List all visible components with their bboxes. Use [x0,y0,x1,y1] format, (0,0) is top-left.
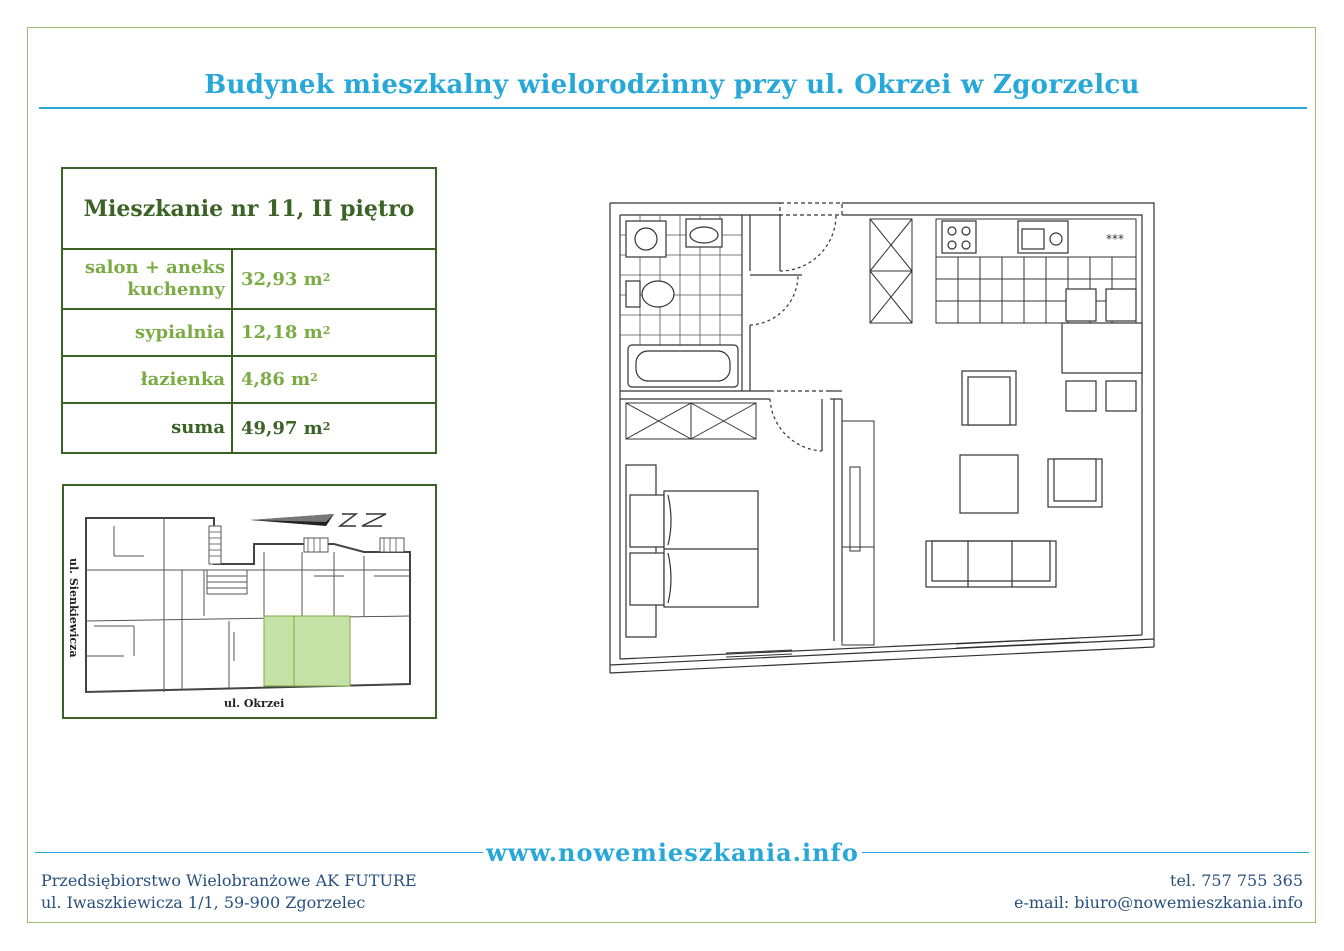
room-label: łazienka [63,357,233,402]
total-area [241,404,330,452]
north-arrow-icon [250,514,386,526]
street-label-sienkiewicza: ul. Sienkiewicza [67,558,80,658]
site-plan [62,484,437,719]
room-area-number: 12,18 m [241,322,323,343]
site-plan-drawing [64,486,435,717]
area-row-bedroom [63,310,435,357]
room-area [241,250,330,308]
unit-superscript: 2 [322,270,331,284]
room-area [241,310,330,355]
floor-plan [606,195,1162,675]
footer-divider-right [862,852,1309,853]
room-area [241,357,318,402]
apartment-highlight [264,616,350,686]
area-table [61,167,437,454]
area-row-total [63,404,435,452]
company-info [41,870,417,914]
room-area-number: 32,93 m [241,268,323,290]
apartment-heading: Mieszkanie nr 11, II piętro [63,169,435,250]
unit-superscript: 2 [322,419,331,433]
room-area-number: 4,86 m [241,369,311,390]
room-label: salon + aneks kuchenny [63,250,233,308]
street-label-okrzei: ul. Okrzei [224,697,285,710]
company-name: Przedsiębiorstwo Wielobranżowe AK FUTURE [41,871,417,890]
room-label: sypialnia [63,310,233,355]
website-link[interactable]: www.nowemieszkania.info [486,838,859,867]
area-row-bathroom [63,357,435,404]
area-row-living [63,250,435,310]
title-divider [39,107,1307,109]
page-title: Budynek mieszkalny wielorodzinny przy ul. Okrzei w Zgorzelcu [204,70,1140,100]
unit-superscript: 2 [322,324,331,337]
email-link[interactable]: e-mail: biuro@nowemieszkania.info [1014,893,1303,912]
unit-superscript: 2 [310,371,318,384]
company-address: ul. Iwaszkiewicza 1/1, 59-900 Zgorzelec [41,893,366,912]
total-label: suma [63,404,233,452]
phone-number: tel. 757 755 365 [1170,871,1303,890]
contact-info [1014,870,1303,914]
floor-plan-drawing [606,195,1162,675]
footer-divider-left [35,852,483,853]
svg-text:***: *** [1106,232,1124,246]
total-area-number: 49,97 m [241,417,323,439]
